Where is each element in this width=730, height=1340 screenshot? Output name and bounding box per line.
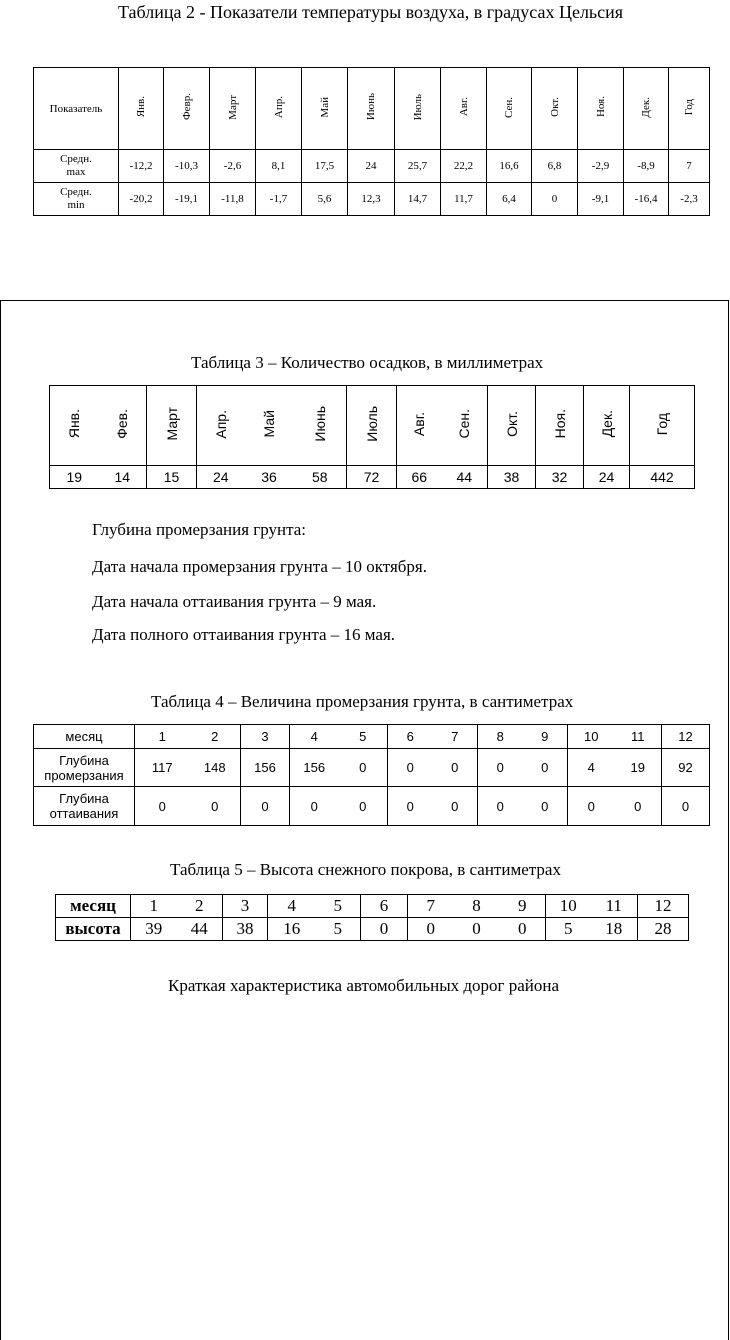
table4-cell: 4 [568, 749, 615, 787]
table4-freeze-row [34, 749, 710, 787]
table4-cell: 0 [241, 787, 290, 826]
table2-cell: -10,3 [164, 150, 210, 183]
table4-freeze-label: Глубина промерзания [34, 749, 135, 787]
table2-cell: 8,1 [256, 150, 302, 183]
table4-thaw-label: Глубина оттаивания [34, 787, 135, 826]
table4-month: 2 [190, 725, 241, 749]
table3-cell: 36 [245, 466, 294, 489]
table4-month: 5 [339, 725, 388, 749]
table5-cell: 18 [591, 918, 638, 941]
table2-header-row [34, 68, 710, 150]
table5-month-label: месяц [56, 895, 131, 918]
table2-cell: -11,8 [210, 183, 256, 216]
table3-cell: 72 [347, 466, 397, 489]
table5-month: 10 [546, 895, 591, 918]
table3-cell: 58 [294, 466, 347, 489]
table3-cell: 38 [488, 466, 536, 489]
table2-cell: 17,5 [302, 150, 348, 183]
table2-month-header: Май [302, 68, 348, 150]
table5-month: 12 [638, 895, 689, 918]
table2-cell: 22,2 [441, 150, 487, 183]
roads-heading: Краткая характеристика автомобильных дорог района [168, 976, 560, 995]
table2-cell: -19,1 [164, 183, 210, 216]
table4-cell: 148 [190, 749, 241, 787]
table2-cell: 24 [348, 150, 395, 183]
table4-month: 6 [388, 725, 433, 749]
table4-cell: 0 [290, 787, 339, 826]
table2-month-header: Дек. [624, 68, 669, 150]
table2-row-max [34, 150, 710, 183]
temperature-table [33, 67, 710, 216]
table5-height-label: высота [56, 918, 131, 941]
table4-cell: 0 [190, 787, 241, 826]
table3-cell: 24 [197, 466, 245, 489]
table3-month-header: Год [630, 386, 695, 466]
table4-month: 4 [290, 725, 339, 749]
table2-cell: -20,2 [119, 183, 164, 216]
table4-cell: 92 [662, 749, 710, 787]
table2-row-min [34, 183, 710, 216]
table2-cell: -2,3 [669, 183, 710, 216]
table3-month-header: Янв. [50, 386, 99, 466]
table2-cell: 6,8 [532, 150, 578, 183]
table5-cell: 16 [268, 918, 316, 941]
table5-cell: 5 [316, 918, 361, 941]
table5-cell: 44 [177, 918, 223, 941]
table3-cell: 19 [50, 466, 99, 489]
table4-cell: 19 [615, 749, 662, 787]
table2-month-header: Янв. [119, 68, 164, 150]
table4-cell: 0 [339, 787, 388, 826]
table4-cell: 0 [662, 787, 710, 826]
table4-month: 7 [433, 725, 478, 749]
table2-cell: 5,6 [302, 183, 348, 216]
table2-month-header: Февр. [164, 68, 210, 150]
table3-month-header: Июнь [294, 386, 347, 466]
table2-row-label: Средн. min [34, 183, 119, 216]
table4-cell: 0 [135, 787, 190, 826]
table3-month-header: Май [245, 386, 294, 466]
table5-cell: 39 [131, 918, 177, 941]
table3-cell: 32 [536, 466, 584, 489]
table3-month-header: Сен. [442, 386, 488, 466]
frost-start-date: Дата начала промерзания грунта – 10 октября. [92, 557, 427, 576]
table3-month-header: Июль [347, 386, 397, 466]
table4-cell: 0 [523, 749, 568, 787]
table5-month-row [56, 895, 689, 918]
table4-cell: 117 [135, 749, 190, 787]
table2-month-header: Апр. [256, 68, 302, 150]
table4-month: 1 [135, 725, 190, 749]
table2-cell: -8,9 [624, 150, 669, 183]
table2-cell: 0 [532, 183, 578, 216]
table2-cell: 14,7 [395, 183, 441, 216]
table2-month-header: Сен. [487, 68, 532, 150]
snow-cover-table [55, 894, 689, 941]
table4-cell: 0 [568, 787, 615, 826]
table2-cell: -2,6 [210, 150, 256, 183]
table3-month-header: Ноя. [536, 386, 584, 466]
table2-cell: 6,4 [487, 183, 532, 216]
table4-month: 8 [478, 725, 523, 749]
thaw-complete-date: Дата полного оттаивания грунта – 16 мая. [92, 625, 396, 644]
table4-thaw-row [34, 787, 710, 826]
table5-month: 4 [268, 895, 316, 918]
table2-cell: -12,2 [119, 150, 164, 183]
table2-header-label: Показатель [34, 68, 119, 150]
table3-values-row [50, 466, 695, 489]
table4-month-label: месяц [34, 725, 135, 749]
table5-month: 8 [454, 895, 500, 918]
table3-month-header: Авг. [397, 386, 442, 466]
table3-cell: 14 [99, 466, 147, 489]
table5-cell: 5 [546, 918, 591, 941]
thaw-start-date: Дата начала оттаивания грунта – 9 мая. [92, 592, 377, 611]
table3-month-header: Март [147, 386, 197, 466]
table4-cell: 0 [478, 787, 523, 826]
table4-month: 11 [615, 725, 662, 749]
table2-cell: -9,1 [578, 183, 624, 216]
table4-title: Таблица 4 – Величина промерзания грунта, в сантиметрах [151, 692, 574, 711]
table4-month: 3 [241, 725, 290, 749]
table4-cell: 0 [388, 749, 433, 787]
table4-month: 10 [568, 725, 615, 749]
table4-month-row [34, 725, 710, 749]
table5-cell: 28 [638, 918, 689, 941]
table4-cell: 0 [339, 749, 388, 787]
precipitation-table [49, 385, 695, 489]
table3-cell: 442 [630, 466, 695, 489]
table3-month-header: Дек. [584, 386, 630, 466]
table5-cell: 0 [500, 918, 546, 941]
table5-month: 1 [131, 895, 177, 918]
table5-title: Таблица 5 – Высота снежного покрова, в сантиметрах [170, 860, 561, 879]
table3-cell: 15 [147, 466, 197, 489]
table5-month: 7 [408, 895, 454, 918]
table4-cell: 156 [290, 749, 339, 787]
table5-month: 6 [361, 895, 408, 918]
table2-cell: 25,7 [395, 150, 441, 183]
table2-cell: 16,6 [487, 150, 532, 183]
table5-height-row [56, 918, 689, 941]
table3-month-header: Фев. [99, 386, 147, 466]
table2-row-label: Средн. max [34, 150, 119, 183]
table3-month-header: Окт. [488, 386, 536, 466]
table5-month: 9 [500, 895, 546, 918]
table5-month: 2 [177, 895, 223, 918]
table4-cell: 0 [433, 787, 478, 826]
frost-depth-table [33, 724, 710, 826]
table4-cell: 0 [388, 787, 433, 826]
table4-cell: 0 [433, 749, 478, 787]
table4-cell: 0 [478, 749, 523, 787]
table2-cell: -1,7 [256, 183, 302, 216]
table2-cell: -2,9 [578, 150, 624, 183]
frost-heading: Глубина промерзания грунта: [92, 520, 307, 539]
table3-title: Таблица 3 – Количество осадков, в миллиметрах [191, 353, 544, 372]
table5-month: 11 [591, 895, 638, 918]
table2-cell: -16,4 [624, 183, 669, 216]
table2-month-header: Год [669, 68, 710, 150]
table2-title: Таблица 2 - Показатели температуры воздуха, в градусах Цельсия [118, 2, 624, 22]
table2-month-header: Авг. [441, 68, 487, 150]
table5-cell: 0 [408, 918, 454, 941]
table2-month-header: Июнь [348, 68, 395, 150]
table4-month: 12 [662, 725, 710, 749]
table5-month: 3 [223, 895, 268, 918]
table4-month: 9 [523, 725, 568, 749]
table2-cell: 12,3 [348, 183, 395, 216]
table2-cell: 11,7 [441, 183, 487, 216]
table5-month: 5 [316, 895, 361, 918]
table2-month-header: Ноя. [578, 68, 624, 150]
table4-cell: 156 [241, 749, 290, 787]
table2-month-header: Июль [395, 68, 441, 150]
table2-cell: 7 [669, 150, 710, 183]
table5-cell: 0 [454, 918, 500, 941]
table5-cell: 0 [361, 918, 408, 941]
table3-cell: 44 [442, 466, 488, 489]
table5-cell: 38 [223, 918, 268, 941]
table3-header-row [50, 386, 695, 466]
table3-cell: 24 [584, 466, 630, 489]
table4-cell: 0 [615, 787, 662, 826]
table2-month-header: Окт. [532, 68, 578, 150]
table2-month-header: Март [210, 68, 256, 150]
table3-cell: 66 [397, 466, 442, 489]
table4-cell: 0 [523, 787, 568, 826]
table3-month-header: Апр. [197, 386, 245, 466]
